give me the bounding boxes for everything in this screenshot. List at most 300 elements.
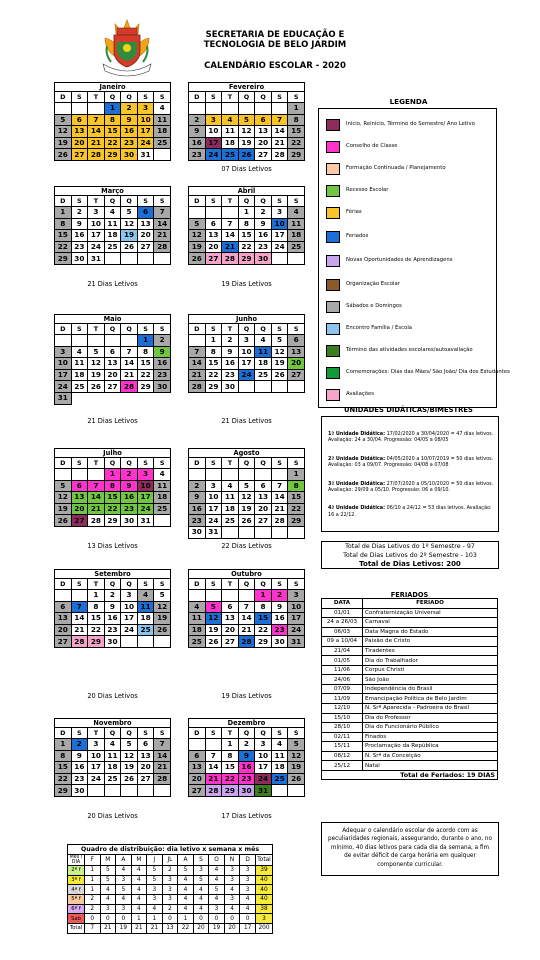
- weekday-header: S: [288, 92, 305, 103]
- day-cell: 23: [121, 503, 138, 515]
- month-calendar-4: [54, 314, 171, 405]
- day-cell: 28: [121, 381, 138, 393]
- day-cell: 9: [104, 601, 121, 613]
- day-cell: 29: [104, 515, 121, 527]
- day-cell: 13: [288, 346, 305, 358]
- holiday-date: 11/06: [322, 665, 363, 675]
- day-cell: 28: [189, 381, 206, 393]
- day-cell: 22: [288, 137, 305, 149]
- weekday-header: S: [288, 324, 305, 335]
- weekday-header: S: [271, 324, 288, 335]
- day-cell: [271, 103, 288, 115]
- unit-head: 4ª Unidade Didática:: [328, 505, 386, 512]
- distribution-value: 5: [100, 866, 116, 876]
- unit-text: 04/05/2020 a 10/07/2019 = 50 dias letivos. Avaliação: 03 a 09/07. Progressão: 04/08 a 07/08: [328, 455, 494, 469]
- day-cell: [154, 392, 171, 404]
- weekday-header: D: [189, 92, 206, 103]
- holiday-name: Natal: [363, 761, 498, 771]
- day-cell: 16: [104, 613, 121, 625]
- holiday-row: [322, 761, 498, 771]
- school-days-label: 21 Dias Letivos: [87, 280, 138, 288]
- holiday-name: Dia do Trabalhador: [363, 656, 498, 666]
- day-cell: 15: [104, 126, 121, 138]
- holiday-name: Carnaval: [363, 618, 498, 628]
- distribution-header: JL: [162, 855, 178, 866]
- holiday-name: Emancipação Política de Belo Jardim: [363, 694, 498, 704]
- day-cell: 13: [205, 230, 222, 242]
- distribution-day: Sab: [68, 914, 85, 924]
- day-cell: [71, 103, 88, 115]
- day-cell: 24: [55, 381, 72, 393]
- day-cell: 16: [121, 126, 138, 138]
- distribution-value: 0: [116, 914, 132, 924]
- weekday-header: T: [88, 728, 105, 739]
- weekday-header: S: [154, 92, 171, 103]
- day-cell: [71, 335, 88, 347]
- day-cell: 12: [205, 613, 222, 625]
- day-cell: 7: [205, 750, 222, 762]
- weekday-header: T: [222, 458, 239, 469]
- school-days-label: 20 Dias Letivos: [87, 812, 138, 820]
- day-cell: 22: [137, 369, 154, 381]
- legend-item: [326, 279, 494, 291]
- distribution-value: 3: [147, 895, 163, 905]
- day-cell: 3: [238, 335, 255, 347]
- month-title: Janeiro: [54, 82, 171, 91]
- distribution-value: 19: [209, 924, 225, 934]
- day-cell: 3: [88, 207, 105, 219]
- day-cell: 15: [88, 613, 105, 625]
- holiday-date: 24/06: [322, 675, 363, 685]
- distribution-header: A: [116, 855, 132, 866]
- day-cell: 31: [288, 636, 305, 648]
- day-cell: 9: [71, 218, 88, 230]
- day-cell: 8: [222, 750, 239, 762]
- day-cell: [189, 590, 206, 602]
- weekday-header: S: [137, 92, 154, 103]
- day-cell: 4: [222, 114, 239, 126]
- day-cell: 13: [222, 613, 239, 625]
- day-cell: 30: [222, 381, 239, 393]
- weekday-header: S: [137, 324, 154, 335]
- distribution-value: 3: [162, 885, 178, 895]
- day-cell: [255, 469, 272, 481]
- unit-text: 17/02/2020 a 30/04/2020 = 47 dias letivos. Avaliação: 24 a 30/04. Progressão: 04/05 a 08/05: [328, 431, 494, 444]
- holiday-row: [322, 742, 498, 752]
- day-cell: 6: [137, 739, 154, 751]
- legend-swatch: [326, 119, 340, 131]
- distribution-row: [68, 885, 273, 895]
- distribution-value: 4: [131, 895, 147, 905]
- day-cell: 12: [55, 126, 72, 138]
- day-cell: [238, 469, 255, 481]
- day-cell: 6: [255, 114, 272, 126]
- note-text: Adequar o calendário escolar de acordo com as peculiaridades regionais, assegurando, durante o ano, no mínimo, 40 dias letivos para cada dia da semana, a fim de evitar déficit de carga horária em qualquer componente curricular.: [327, 828, 492, 868]
- day-cell: 18: [288, 230, 305, 242]
- weekday-header: D: [189, 196, 206, 207]
- day-cell: 4: [104, 207, 121, 219]
- distribution-value: 3: [224, 895, 240, 905]
- day-cell: 12: [238, 492, 255, 504]
- weekday-header: S: [288, 728, 305, 739]
- holiday-row: [322, 618, 498, 628]
- holiday-name: São João: [363, 675, 498, 685]
- day-cell: 31: [55, 392, 72, 404]
- distribution-value: 4: [193, 885, 209, 895]
- holiday-row: [322, 608, 498, 618]
- day-cell: 24: [288, 624, 305, 636]
- distribution-value: 21: [131, 924, 147, 934]
- day-cell: [121, 335, 138, 347]
- weekday-header: S: [71, 579, 88, 590]
- day-cell: 16: [255, 230, 272, 242]
- day-cell: 25: [255, 369, 272, 381]
- day-cell: 15: [137, 358, 154, 370]
- day-cell: 30: [71, 785, 88, 797]
- holiday-date: 28/10: [322, 723, 363, 733]
- header-line-2: TECNOLOGIA DE BELO JARDIM: [203, 40, 347, 50]
- day-cell: 4: [255, 335, 272, 347]
- weekday-header: Q: [255, 324, 272, 335]
- day-cell: 18: [189, 624, 206, 636]
- day-cell: 11: [154, 480, 171, 492]
- day-cell: 3: [137, 103, 154, 115]
- calendar-title: CALENDÁRIO ESCOLAR - 2020: [204, 61, 346, 71]
- holidays-title: FERIADOS: [390, 591, 429, 599]
- distribution-row: [68, 924, 273, 934]
- day-cell: 25: [222, 515, 239, 527]
- distribution-value: 4: [131, 904, 147, 914]
- day-cell: 23: [189, 149, 206, 161]
- unit-text: 06/10 a 24/12 = 53 dias letivos. Avaliação: 16 a 22/12.: [328, 505, 492, 518]
- weekday-header: Q: [238, 324, 255, 335]
- school-days-label: 19 Dias Letivos: [221, 280, 272, 288]
- holiday-row: [322, 675, 498, 685]
- holiday-row: [322, 637, 498, 647]
- day-cell: 28: [271, 149, 288, 161]
- legend-item: [326, 207, 494, 219]
- weekday-header: S: [154, 728, 171, 739]
- day-cell: 11: [104, 218, 121, 230]
- distribution-value: 4: [131, 885, 147, 895]
- weekday-header: S: [288, 196, 305, 207]
- day-cell: 21: [271, 137, 288, 149]
- distribution-value: 40: [256, 875, 273, 885]
- day-cell: 22: [55, 773, 72, 785]
- day-cell: 23: [238, 773, 255, 785]
- day-cell: 1: [104, 103, 121, 115]
- legend-label: Férias: [346, 209, 362, 215]
- day-cell: 29: [205, 381, 222, 393]
- day-cell: 4: [271, 739, 288, 751]
- day-cell: 2: [222, 335, 239, 347]
- day-cell: 30: [71, 253, 88, 265]
- day-cell: [55, 469, 72, 481]
- holiday-row: [322, 656, 498, 666]
- distribution-value: 4: [178, 885, 194, 895]
- day-cell: 17: [271, 230, 288, 242]
- day-cell: 19: [55, 137, 72, 149]
- weekday-header: D: [55, 196, 72, 207]
- distribution-value: 17: [240, 924, 256, 934]
- day-cell: 1: [55, 207, 72, 219]
- day-cell: 26: [154, 624, 171, 636]
- day-cell: [222, 590, 239, 602]
- day-cell: 11: [137, 601, 154, 613]
- distribution-value: 3: [116, 875, 132, 885]
- day-cell: 14: [88, 126, 105, 138]
- holiday-name: Finados: [363, 732, 498, 742]
- weekday-header: Q: [238, 728, 255, 739]
- day-cell: 1: [222, 739, 239, 751]
- day-cell: 23: [222, 369, 239, 381]
- weekday-header: Q: [121, 196, 138, 207]
- weekday-header: Q: [255, 196, 272, 207]
- day-cell: 26: [288, 773, 305, 785]
- day-cell: [238, 526, 255, 538]
- holiday-date: 12/10: [322, 704, 363, 714]
- holiday-date: 06/03: [322, 627, 363, 637]
- day-cell: 17: [121, 613, 138, 625]
- holiday-date: 15/10: [322, 713, 363, 723]
- legend-item: [326, 119, 494, 131]
- distribution-header: S: [193, 855, 209, 866]
- distribution-value: 3: [147, 885, 163, 895]
- day-cell: 7: [121, 346, 138, 358]
- day-cell: 5: [55, 480, 72, 492]
- day-cell: 29: [104, 149, 121, 161]
- day-cell: 19: [88, 369, 105, 381]
- distribution-row: [68, 904, 273, 914]
- legend-label: Avaliações: [346, 391, 375, 397]
- day-cell: 6: [288, 335, 305, 347]
- weekday-header: S: [288, 579, 305, 590]
- day-cell: 9: [189, 126, 206, 138]
- day-cell: 21: [88, 137, 105, 149]
- day-cell: [222, 469, 239, 481]
- day-cell: [71, 392, 88, 404]
- day-cell: 25: [71, 381, 88, 393]
- legend-label: Término das atividades escolares/autoavaliação: [346, 347, 473, 353]
- day-cell: 12: [238, 126, 255, 138]
- day-cell: 5: [88, 346, 105, 358]
- distribution-row: [68, 914, 273, 924]
- day-cell: [288, 526, 305, 538]
- day-cell: 19: [238, 503, 255, 515]
- day-cell: 29: [255, 636, 272, 648]
- day-cell: 11: [255, 346, 272, 358]
- day-cell: 5: [288, 739, 305, 751]
- legend-label: Organização Escolar: [346, 281, 400, 287]
- distribution-value: 3: [240, 885, 256, 895]
- holiday-row: [322, 704, 498, 714]
- distribution-value: 3: [162, 875, 178, 885]
- month-title: Novembro: [54, 718, 171, 727]
- day-cell: 8: [55, 218, 72, 230]
- distribution-value: 3: [240, 866, 256, 876]
- weekday-header: Q: [238, 92, 255, 103]
- day-cell: 3: [288, 590, 305, 602]
- day-cell: 10: [88, 218, 105, 230]
- day-cell: [222, 207, 239, 219]
- weekday-header: S: [71, 728, 88, 739]
- day-cell: 26: [121, 241, 138, 253]
- weekday-header: Q: [104, 196, 121, 207]
- day-cell: 14: [189, 358, 206, 370]
- weekday-header: S: [205, 92, 222, 103]
- weekday-header: T: [88, 324, 105, 335]
- distribution-header: Mês / DIA: [68, 855, 85, 866]
- day-cell: [121, 253, 138, 265]
- distribution-day: 4ª f: [68, 885, 85, 895]
- day-cell: 17: [88, 762, 105, 774]
- weekday-header: Q: [238, 579, 255, 590]
- day-cell: [137, 392, 154, 404]
- weekday-header: S: [137, 579, 154, 590]
- day-cell: 22: [238, 241, 255, 253]
- holiday-header: DATA: [322, 599, 363, 609]
- total-school-days: Total de Dias Letivos: 200: [359, 560, 461, 568]
- distribution-row: [68, 866, 273, 876]
- distribution-value: 39: [256, 866, 273, 876]
- day-cell: 20: [205, 241, 222, 253]
- month-title: Setembro: [54, 569, 171, 578]
- distribution-value: 200: [256, 924, 273, 934]
- day-cell: 2: [255, 207, 272, 219]
- day-cell: 2: [104, 590, 121, 602]
- distribution-title: Quadro de distribuição: dia letivo x semana x mês: [67, 844, 273, 854]
- weekday-header: S: [205, 324, 222, 335]
- distribution-value: 3: [116, 904, 132, 914]
- day-cell: 21: [71, 624, 88, 636]
- day-cell: 31: [137, 515, 154, 527]
- day-cell: 18: [271, 762, 288, 774]
- distribution-header: A: [178, 855, 194, 866]
- day-cell: 24: [88, 773, 105, 785]
- holiday-name: Paixão de Cristo: [363, 637, 498, 647]
- day-cell: 3: [205, 114, 222, 126]
- weekday-header: Q: [104, 92, 121, 103]
- weekday-header: Q: [255, 92, 272, 103]
- distribution-value: 4: [147, 904, 163, 914]
- distribution-value: 38: [256, 904, 273, 914]
- day-cell: 26: [121, 773, 138, 785]
- day-cell: 17: [137, 126, 154, 138]
- day-cell: 29: [238, 253, 255, 265]
- day-cell: 13: [189, 762, 206, 774]
- day-cell: 1: [137, 335, 154, 347]
- school-days-totals: [321, 541, 499, 569]
- day-cell: 14: [154, 218, 171, 230]
- day-cell: 1: [255, 590, 272, 602]
- day-cell: 5: [121, 207, 138, 219]
- day-cell: 12: [154, 601, 171, 613]
- unit-item: [328, 456, 495, 469]
- day-cell: 18: [255, 358, 272, 370]
- legend-label: Recesso Escolar: [346, 187, 389, 193]
- day-cell: [121, 636, 138, 648]
- day-cell: 19: [288, 762, 305, 774]
- day-cell: 21: [154, 230, 171, 242]
- day-cell: [255, 381, 272, 393]
- distribution-value: 5: [193, 875, 209, 885]
- distribution-value: 4: [209, 875, 225, 885]
- day-cell: 24: [121, 624, 138, 636]
- day-cell: 14: [71, 613, 88, 625]
- day-cell: [154, 636, 171, 648]
- day-cell: 20: [71, 137, 88, 149]
- month-calendar-11: [188, 718, 305, 797]
- distribution-table: [67, 854, 273, 934]
- day-cell: 27: [255, 515, 272, 527]
- school-days-label: 13 Dias Letivos: [87, 542, 138, 550]
- day-cell: 30: [104, 636, 121, 648]
- day-cell: 20: [137, 230, 154, 242]
- day-cell: 19: [205, 624, 222, 636]
- day-cell: 9: [71, 750, 88, 762]
- note-box: [321, 822, 499, 876]
- day-cell: 6: [205, 218, 222, 230]
- weekday-header: T: [222, 92, 239, 103]
- distribution-value: 3: [209, 904, 225, 914]
- day-cell: 5: [121, 739, 138, 751]
- day-cell: [154, 149, 171, 161]
- distribution-value: 4: [178, 904, 194, 914]
- weekday-header: Q: [104, 458, 121, 469]
- legend-swatch: [326, 323, 340, 335]
- day-cell: 10: [288, 601, 305, 613]
- distribution-value: 3: [193, 866, 209, 876]
- day-cell: 25: [288, 241, 305, 253]
- month-calendar-10: [54, 718, 171, 797]
- legend-swatch: [326, 163, 340, 175]
- day-cell: [238, 381, 255, 393]
- day-cell: [222, 526, 239, 538]
- day-cell: 17: [205, 503, 222, 515]
- day-cell: 1: [104, 469, 121, 481]
- day-cell: 10: [205, 126, 222, 138]
- distribution-value: 4: [224, 885, 240, 895]
- distribution-header: F: [85, 855, 101, 866]
- distribution-row: [68, 875, 273, 885]
- day-cell: 25: [104, 241, 121, 253]
- unit-item: [328, 505, 495, 518]
- day-cell: 20: [55, 624, 72, 636]
- month-calendar-9: [188, 569, 305, 648]
- distribution-value: 13: [162, 924, 178, 934]
- day-cell: 20: [137, 762, 154, 774]
- day-cell: 9: [189, 492, 206, 504]
- legend-item: [326, 141, 494, 153]
- day-cell: 4: [154, 103, 171, 115]
- distribution-value: 4: [131, 866, 147, 876]
- day-cell: 12: [288, 750, 305, 762]
- month-title: Maio: [54, 314, 171, 323]
- day-cell: 25: [271, 773, 288, 785]
- day-cell: 15: [288, 492, 305, 504]
- day-cell: 21: [189, 369, 206, 381]
- holiday-date: 02/11: [322, 732, 363, 742]
- holiday-row: [322, 665, 498, 675]
- holiday-name: N. Srª da Conceição: [363, 751, 498, 761]
- day-cell: 21: [154, 762, 171, 774]
- holiday-name: Proclamação da República: [363, 742, 498, 752]
- holiday-name: Corpus Christi: [363, 665, 498, 675]
- school-days-label: 07 Dias Letivos: [221, 165, 272, 173]
- weekday-header: S: [71, 458, 88, 469]
- legend-swatch: [326, 279, 340, 291]
- weekday-header: T: [222, 728, 239, 739]
